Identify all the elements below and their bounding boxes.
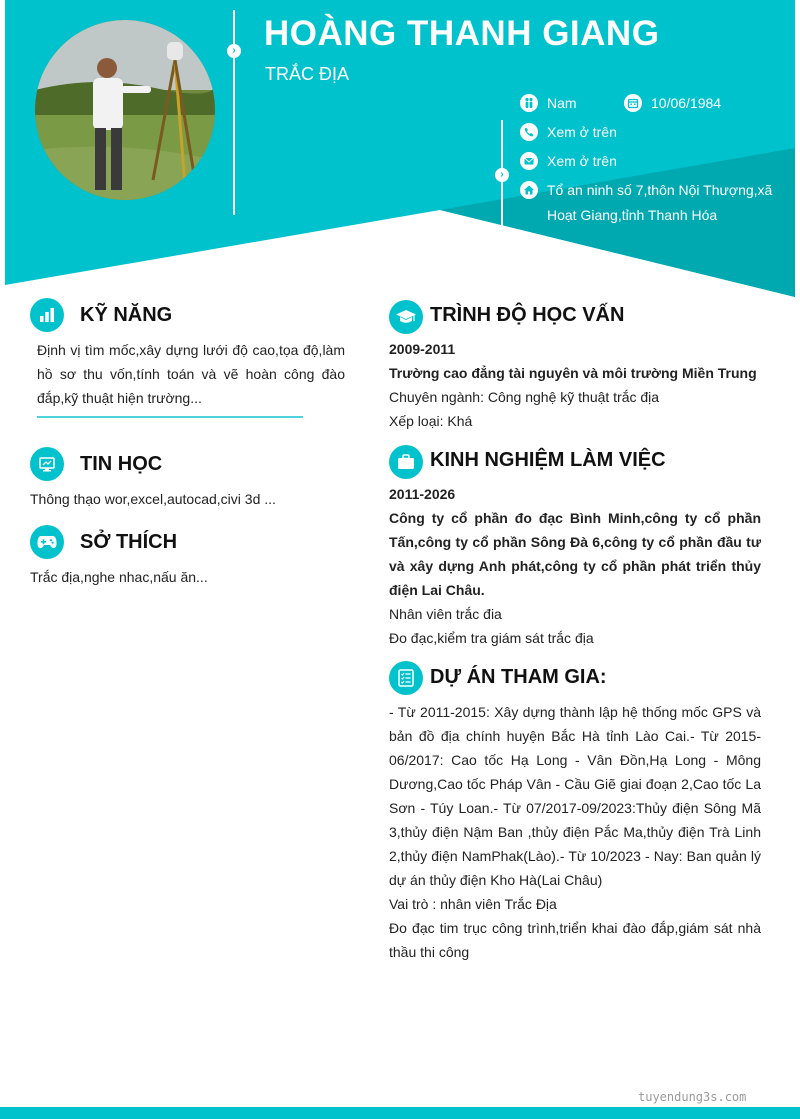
header-divider-line (233, 10, 235, 215)
birthday-value: 10/06/1984 (651, 95, 722, 111)
checklist-icon (398, 669, 414, 687)
experience-position: Nhân viên trắc đia (389, 606, 502, 622)
gender-row (520, 91, 577, 116)
skills-title: KỸ NĂNG (80, 304, 173, 326)
experience-title: KINH NGHIỆM LÀM VIỆC (430, 449, 666, 471)
gender-icon (520, 94, 538, 112)
education-period: 2009-2011 (389, 341, 456, 357)
computer-text: Thông thạo wor,excel,autocad,civi 3d ... (30, 491, 276, 507)
education-major: Chuyên ngành: Công nghệ kỹ thuật trắc địa (389, 389, 660, 405)
portrait-photo-icon (35, 20, 215, 200)
address-line-1: Tổ an ninh số 7,thôn Nội Thượng,xã (547, 182, 773, 198)
projects-section-icon (389, 661, 423, 695)
footer-bar (0, 1107, 800, 1119)
education-grade: Xếp loại: Khá (389, 413, 473, 429)
education-school: Trường cao đẳng tài nguyên và môi trường Miền Trung (389, 365, 757, 381)
phone-value: Xem ở trên (547, 124, 617, 140)
calendar-icon (624, 94, 642, 112)
hobbies-text: Trắc địa,nghe nhac,nấu ăn... (30, 569, 208, 585)
skills-text: Định vị tìm mốc,xây dựng lưới độ cao,tọa độ,làm hồ sơ thu vốn,tính toán và vẽ hoàn công đào đắp,kỹ thuật hiện trường... (37, 342, 345, 406)
bar-chart-icon (38, 306, 56, 324)
hobbies-title: SỞ THÍCH (80, 531, 178, 553)
hobbies-section-icon (30, 525, 64, 559)
section-divider (37, 416, 303, 418)
gamepad-icon (37, 535, 57, 549)
watermark: tuyendung3s.com (638, 1090, 747, 1104)
projects-description: - Từ 2011-2015: Xây dựng thành lập hệ thống mốc GPS và bản đồ địa chính huyện Bắc Hà tỉnh Lào Cai.- Từ 2015-06/2017: Cao tốc Hạ Long - Vân Đồn,Hạ Long - Mông Dương,Cao tốc Pháp Vân - Cầu Giẽ giai đoạn 2,Cao tốc La Sơn - Túy Loan.- Từ 07/2017-09/2023:Thủy điện Sông Mã 3,thủy điện Nậm Ban ,thủy điện Pắc Ma,thủy điện Trà Linh 2,thủy điện NamPhak(Lào).- Từ 10/2023 - Nay: Ban quản lý dự án thủy điện Kho Hà(Lai Châu) (389, 704, 761, 888)
address-line-2: Hoạt Giang,tỉnh Thanh Hóa (547, 207, 718, 223)
email-value: Xem ở trên (547, 153, 617, 169)
candidate-name: HOÀNG THANH GIANG (264, 14, 660, 53)
experience-period: 2011-2026 (389, 486, 456, 502)
gender-value: Nam (547, 95, 577, 111)
experience-companies: Công ty cổ phần đo đạc Bình Minh,công ty cổ phần Tấn,công ty cổ phần Sông Đà 6,công ty cổ phần đầu tư và xây dựng Anh phát,công ty cổ phần phát triển thủy điện Lai Châu. (389, 510, 761, 598)
projects-duties: Đo đạc tim trục công trình,triển khai đào đắp,giám sát nhà thầu thi công (389, 920, 761, 960)
email-row (520, 149, 617, 174)
projects-title: DỰ ÁN THAM GIA: (430, 666, 607, 688)
briefcase-icon (397, 454, 415, 470)
projects-role: Vai trò : nhân viên Trắc Địa (389, 896, 557, 912)
phone-row (520, 120, 617, 145)
graduation-cap-icon (395, 309, 417, 325)
monitor-icon (38, 455, 56, 473)
job-title: TRẮC ĐỊA (265, 64, 350, 84)
chevron-right-icon: › (495, 168, 509, 182)
computer-title: TIN HỌC (80, 453, 163, 475)
profile-photo (35, 20, 215, 200)
computer-section-icon (30, 447, 64, 481)
education-section-icon (389, 300, 423, 334)
home-icon (520, 181, 538, 199)
experience-duties: Đo đạc,kiểm tra giám sát trắc địa (389, 630, 594, 646)
birthday-row (624, 91, 721, 116)
email-icon (520, 152, 538, 170)
address-row (520, 178, 780, 228)
skills-section-icon (30, 298, 64, 332)
experience-section-icon (389, 445, 423, 479)
chevron-right-icon: › (227, 44, 241, 58)
education-title: TRÌNH ĐỘ HỌC VẤN (430, 304, 625, 326)
phone-icon (520, 123, 538, 141)
